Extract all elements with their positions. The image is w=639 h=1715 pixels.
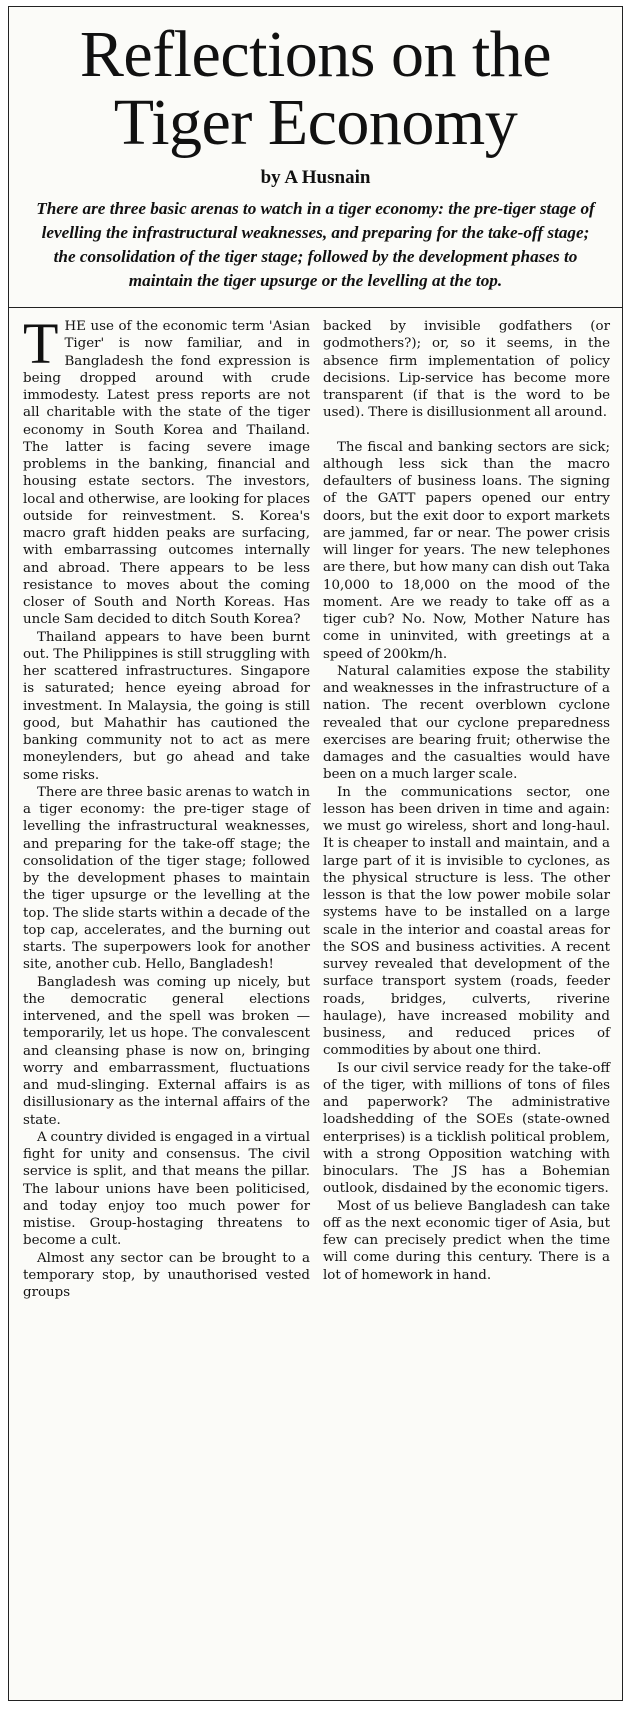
drop-cap: T: [23, 311, 59, 376]
newspaper-clipping: [8, 6, 623, 1701]
paragraph: The fiscal and banking sectors are sick; although less sick than the macro defaulters of business loans. The signing of the GATT papers opened our entry doors, but the exit door to export markets are jammed, far or near. The power crisis will linger for years. The new telephones are there, but how many can dish out Taka 10,000 to 18,000 on the mood of the moment. Are we ready to take off as a tiger cub? No. Now, Mother Nature has come in uninvited, with greetings at a speed of 200km/h.: [323, 439, 610, 662]
right-column: [323, 318, 610, 1301]
standfirst: There are three basic arenas to watch in a tiger economy: the pre-tiger stage of levelling the infrastructural weaknesses, and preparing for the take-off stage; the consolidation of the tiger stage; followed by the development phases to maintain the tiger upsurge or the levelling at the top.: [36, 199, 595, 290]
paragraph: Is our civil service ready for the take-off of the tiger, with millions of tons of files and paperwork? The administrative loadshedding of the SOEs (state-owned enterprises) is a ticklish political problem, with a strong Opposition watching with binoculars. The JS has a Bohemian outlook, disdained by the economic tigers.: [323, 1060, 610, 1197]
paragraph: There are three basic arenas to watch in a tiger economy: the pre-tiger stage of levelling the infrastructural weaknesses, and preparing for the take-off stage; the consolidation of the tiger stage; followed by the development phases to maintain the tiger upsurge or the levelling at the top. The slide starts within a decade of the top cap, accelerates, and the burning out starts. The superpowers look for another site, another cub. Hello, Bangladesh!: [23, 784, 310, 973]
paragraph: backed by invisible godfathers (or godmothers?); or, so it seems, in the absence firm implementation of policy decisions. Lip-service has become more transparent (if that is the word to be used). There is disillusionment all around.: [323, 319, 610, 421]
paragraph: Almost any sector can be brought to a temporary stop, by unauthorised vested groups: [23, 1250, 310, 1300]
headline-line-2: Tiger Economy: [113, 86, 518, 159]
paragraph: [23, 311, 310, 629]
headline: [15, 18, 616, 159]
paragraph: In the communications sector, one lesson has been driven in time and again: we must go wireless, short and long-haul. It is cheaper to install and maintain, and a large part of it is invisible to cyclones, as the physical structure is less. The other lesson is that the low power mobile solar systems have to be installed on a large scale in the interior and coastal areas for the SOS and business activities. A recent survey revealed that development of the surface transport system (roads, feeder roads, bridges, culverts, riverine haulage), have increased mobility and business, and reduced prices of commodities by about one third.: [323, 784, 610, 1059]
article-body: [9, 308, 622, 1301]
paragraph-text: HE use of the economic term 'Asian Tiger' is now familiar, and in Bangladesh the fond expression is being dropped around with crude immodesty. Latest press reports are not all charitable with the state of the tiger economy in South Korea and Thailand. The latter is facing severe image problems in the banking, financial and housing estate sectors. The investors, local and otherwise, are looking for places outside for reinvestment. S. Korea's macro graft hidden peaks are surfacing, with embarrassing outcomes internally and abroad. There appears to be less resistance to moves about the coming closer of South and North Koreas. Has uncle Sam decided to ditch South Korea?: [23, 319, 310, 628]
paragraph: Natural calamities expose the stability and weaknesses in the infrastructure of a nation. The recent overblown cyclone revealed that our cyclone preparedness exercises are bearing fruit; otherwise the damages and the casualties would have been on a much larger scale.: [323, 663, 610, 783]
paragraph: Thailand appears to have been burnt out. The Philippines is still struggling with her scattered infrastructures. Singapore is saturated; hence eyeing abroad for investment. In Malaysia, the going is still good, but Mahathir has cautioned the banking community not to act as mere moneylenders, but go ahead and take some risks.: [23, 629, 310, 783]
paragraph: Bangladesh was coming up nicely, but the democratic general elections intervened, and the spell was broken — temporarily, let us hope. The convalescent and cleansing phase is now on, bringing worry and embarrassment, fluctuations and mud-slinging. External affairs is as disillusionary as the internal affairs of the state.: [23, 974, 310, 1128]
paragraph: A country divided is engaged in a virtual fight for unity and consensus. The civil service is split, and that means the pillar. The labour unions have been politicised, and today enjoy too much power for mistise. Group-hostaging threatens to become a cult.: [23, 1129, 310, 1249]
left-column: [23, 311, 310, 1301]
headline-line-1: Reflections on the: [79, 18, 552, 91]
paragraph: Most of us believe Bangladesh can take off as the next economic tiger of Asia, but few can precisely predict when the time will come during this century. There is a lot of homework in hand.: [323, 1198, 610, 1283]
byline: by A Husnain: [260, 167, 371, 188]
